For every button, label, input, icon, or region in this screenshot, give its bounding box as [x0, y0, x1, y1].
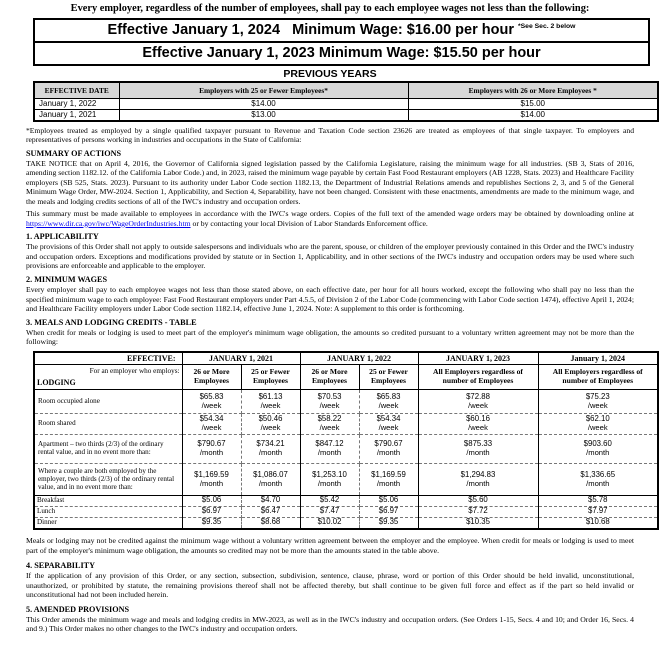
- credit-value-cell: $65.83 /week: [182, 390, 241, 414]
- wage-order-link[interactable]: https://www.dir.ca.gov/iwc/WageOrderIndustries.htm: [26, 218, 191, 228]
- year-header-2024: January 1, 2024: [538, 352, 658, 365]
- credit-value-cell: $61.13 /week: [241, 390, 300, 414]
- credit-value-cell: $58.22 /week: [300, 414, 359, 435]
- year-header-2023: JANUARY 1, 2023: [418, 352, 538, 365]
- subheader-26-more-2022: 26 or More Employees: [300, 364, 359, 389]
- intro-statement: Every employer, regardless of the number of employees, shall pay to each employee wages not less than the following:: [70, 3, 590, 14]
- credit-value-cell: $4.70: [241, 496, 300, 507]
- section-5-body: This Order amends the minimum wage and meals and lodging credits in MW-2023, as well as in the IWC's industry and occupation orders. (See Orders 1-15, Secs. 4 and 10; and Order 16, Secs. 4 and 9.) This Order makes no other changes to the IWC's industry and occupation orders.: [26, 614, 634, 634]
- employer-who-employs-label: For an employer who employs:: [89, 366, 180, 375]
- credit-value-cell: $903.60 /month: [538, 435, 658, 464]
- table-row-dinner: [34, 518, 658, 529]
- credit-value-cell: $10.68: [538, 518, 658, 529]
- credit-value-cell: $54.34 /week: [182, 414, 241, 435]
- previous-years-table: [33, 81, 659, 122]
- col-header-25-or-fewer: Employers with 25 or Fewer Employees*: [119, 82, 408, 99]
- lodging-label: LODGING: [37, 377, 76, 387]
- section-5-heading: 5. AMENDED PROVISIONS: [26, 604, 130, 614]
- credit-value-cell: $5.06: [359, 496, 418, 507]
- section-4-heading: 4. SEPARABILITY: [26, 561, 96, 571]
- credit-value-cell: $1,294.83 /month: [418, 464, 538, 496]
- summary-paragraph-2-after: or by contacting your local Division of Labor Standards Enforcement office.: [190, 218, 428, 228]
- credit-value-cell: $10.35: [418, 518, 538, 529]
- effective-date-cell: January 1, 2022: [34, 99, 119, 110]
- credit-value-cell: $734.21 /month: [241, 435, 300, 464]
- credit-value-cell: $50.46 /week: [241, 414, 300, 435]
- section-2-heading: 2. MINIMUM WAGES: [26, 274, 108, 284]
- table-row-lunch: [34, 507, 658, 518]
- credit-row-label: Room occupied alone: [34, 390, 182, 414]
- effective-label-cell: EFFECTIVE:: [34, 352, 182, 365]
- see-sec-2-note: *See Sec. 2 below: [518, 23, 576, 30]
- credit-row-label: Room shared: [34, 414, 182, 435]
- section-1-heading: 1. APPLICABILITY: [26, 232, 99, 242]
- credit-row-label: Where a couple are both employed by the employer, two thirds (2/3) of the ordinary rental value, and in no event more than:: [34, 464, 182, 496]
- credit-value-cell: $875.33 /month: [418, 435, 538, 464]
- subheader-26-more-2021: 26 or More Employees: [182, 364, 241, 389]
- table-row-couple: [34, 464, 658, 496]
- taxpayer-footnote: *Employees treated as employed by a single qualified taxpayer pursuant to Revenue and Taxation Code section 23626 are treated as employees of that single taxpayer. To employers and representatives of persons working in industries and occupations in the State of California:: [26, 126, 634, 145]
- credit-value-cell: $7.72: [418, 507, 538, 518]
- wage-banner-2024-text: Effective January 1, 2024 Minimum Wage: $16.00 per hour: [107, 22, 514, 38]
- table-row-breakfast: [34, 496, 658, 507]
- credit-row-label: Apartment – two thirds (2/3) of the ordinary rental value, and in no event more than:: [34, 435, 182, 464]
- col-header-effective-date: EFFECTIVE DATE: [34, 82, 119, 99]
- summary-paragraph-2: [26, 209, 634, 228]
- credit-value-cell: $1,086.07 /month: [241, 464, 300, 496]
- credit-row-label: Breakfast: [34, 496, 182, 507]
- credit-value-cell: $7.47: [300, 507, 359, 518]
- credit-value-cell: $60.16 /week: [418, 414, 538, 435]
- summary-of-actions-heading: SUMMARY OF ACTIONS: [26, 148, 122, 158]
- table-row-room-alone: [34, 390, 658, 414]
- credit-value-cell: $6.97: [359, 507, 418, 518]
- credit-value-cell: $75.23 /week: [538, 390, 658, 414]
- credit-value-cell: $5.06: [182, 496, 241, 507]
- credit-value-cell: $72.88 /week: [418, 390, 538, 414]
- col-header-26-or-more: Employers with 26 or More Employees *: [408, 82, 658, 99]
- credit-value-cell: $790.67 /month: [182, 435, 241, 464]
- summary-paragraph-1: TAKE NOTICE that on April 4, 2016, the Governor of California signed legislation passed by the California Legislature, raising the minimum wage for all industries. (SB 3, Stats of 2016, amending section 1182.12. of the California Labor Code.) and, in 2023, raised the minimum wage payable by certain Fast Food Restaurant employers (AB 1228, Stats. 2023) and Healthcare Facility employers (SB 525, Stats. 2023). Pursuant to its authority under Labor Code section 1182.13, the Department of Industrial Relations amends and republishes Sections 2, 3, and 5 of the General Minimum Wage Order, MW-2024. Section 1, Applicability, and Section 4, Separability, have not been changed. Consistent with these enactments, amendments are made to the minimum wage, and the meals and lodging credits sections of all of the IWC's industry and occupation orders.: [26, 158, 634, 206]
- section-1-body: The provisions of this Order shall not apply to outside salespersons and individuals who are the parent, spouse, or children of the employer previously contained in this Order and the IWC's industry and occupation orders. Exceptions and modifications provided by statute or in Section 1, Applicability, and in other sections of the IWC's industry and occupation orders may be used where such provisions are enforceable and applicable to the employer.: [26, 242, 634, 271]
- credit-value-cell: $1,169.59 /month: [359, 464, 418, 496]
- subheader-all-2023: All Employers regardless of number of Employees: [418, 364, 538, 389]
- section-3-heading: 3. MEALS AND LODGING CREDITS - TABLE: [26, 317, 197, 327]
- previous-years-title: PREVIOUS YEARS: [283, 68, 377, 80]
- wage-cell: $14.00: [119, 99, 408, 110]
- credit-value-cell: $10.02: [300, 518, 359, 529]
- wage-cell: $13.00: [119, 110, 408, 122]
- section-3-body: When credit for meals or lodging is used to meet part of the employer's minimum wage obligation, the amounts so credited pursuant to a voluntary written agreement may not be more than the following:: [26, 327, 634, 347]
- credit-value-cell: $1,336.65 /month: [538, 464, 658, 496]
- table-row-room-shared: [34, 414, 658, 435]
- credits-header-row: [34, 352, 658, 365]
- credit-value-cell: $9.35: [359, 518, 418, 529]
- credit-value-cell: $6.97: [182, 507, 241, 518]
- table-row: [34, 99, 658, 110]
- previous-years-header-row: [34, 82, 658, 99]
- credit-value-cell: $70.53 /week: [300, 390, 359, 414]
- year-header-2022: JANUARY 1, 2022: [300, 352, 418, 365]
- section-4-body: If the application of any provision of this Order, or any section, subsection, subdivision, sentence, clause, phrase, word or portion of this Order should be held invalid, unconstitutional, unauthorized, or prohibited by statute, the remaining provisions thereof shall not be affected thereby, but shall continue to be given full force and effect as if the part so held invalid or unconstitutional had not been included herein.: [26, 571, 634, 600]
- subheader-25-fewer-2022: 25 or Fewer Employees: [359, 364, 418, 389]
- credits-subheader-row: [34, 364, 658, 389]
- wage-banner-2023: [33, 41, 650, 66]
- wage-cell: $14.00: [408, 110, 658, 122]
- credit-value-cell: $1,169.59 /month: [182, 464, 241, 496]
- credit-value-cell: $65.83 /week: [359, 390, 418, 414]
- credit-value-cell: $790.67 /month: [359, 435, 418, 464]
- lodging-header-cell: [34, 364, 182, 389]
- effective-date-cell: January 1, 2021: [34, 110, 119, 122]
- credit-row-label: Dinner: [34, 518, 182, 529]
- after-table-note: Meals or lodging may not be credited against the minimum wage without a voluntary written agreement between the employer and the employee. When credit for meals or lodging is used to meet part of the employer's minimum wage obligation, the amounts so credited may not be more than the amounts stated in the table above.: [26, 536, 634, 555]
- year-header-2021: JANUARY 1, 2021: [182, 352, 300, 365]
- credit-value-cell: $5.78: [538, 496, 658, 507]
- meals-lodging-credits-table: [33, 351, 659, 530]
- wage-banner-2024: [33, 18, 650, 43]
- credit-value-cell: $5.60: [418, 496, 538, 507]
- credit-value-cell: $7.97: [538, 507, 658, 518]
- subheader-all-2024: All Employers regardless of number of Employees: [538, 364, 658, 389]
- wage-cell: $15.00: [408, 99, 658, 110]
- subheader-25-fewer-2021: 25 or Fewer Employees: [241, 364, 300, 389]
- table-row: [34, 110, 658, 122]
- section-2-body: Every employer shall pay to each employee wages not less than those stated above, on each effective date, per hour for all hours worked, except the following who shall pay no less than the specified minimum wage to each employee: Fast Food Restaurant employers under Part 4.5.5, of Division 2 of the Labor Code (commencing with Labor Code section 1474), effective April 1, 2024; and Healthcare Facility employers under Labor Code section 1182.14, effective June 1, 2024. Note: A supplement to this order is forthcoming.: [26, 284, 634, 314]
- credit-value-cell: $5.42: [300, 496, 359, 507]
- credit-value-cell: $8.68: [241, 518, 300, 529]
- credit-row-label: Lunch: [34, 507, 182, 518]
- credit-value-cell: $54.34 /week: [359, 414, 418, 435]
- wage-banner-2023-text: Effective January 1, 2023 Minimum Wage: $15.50 per hour: [142, 45, 541, 61]
- credit-value-cell: $6.47: [241, 507, 300, 518]
- credit-value-cell: $62.10 /week: [538, 414, 658, 435]
- table-row-apartment: [34, 435, 658, 464]
- credit-value-cell: $847.12 /month: [300, 435, 359, 464]
- summary-paragraph-2-before: This summary must be made available to employees in accordance with the IWC's wage orders. Copies of the full text of the amended wage orders may be obtained by downloading online at: [26, 209, 634, 219]
- credit-value-cell: $1,253.10 /month: [300, 464, 359, 496]
- credit-value-cell: $9.35: [182, 518, 241, 529]
